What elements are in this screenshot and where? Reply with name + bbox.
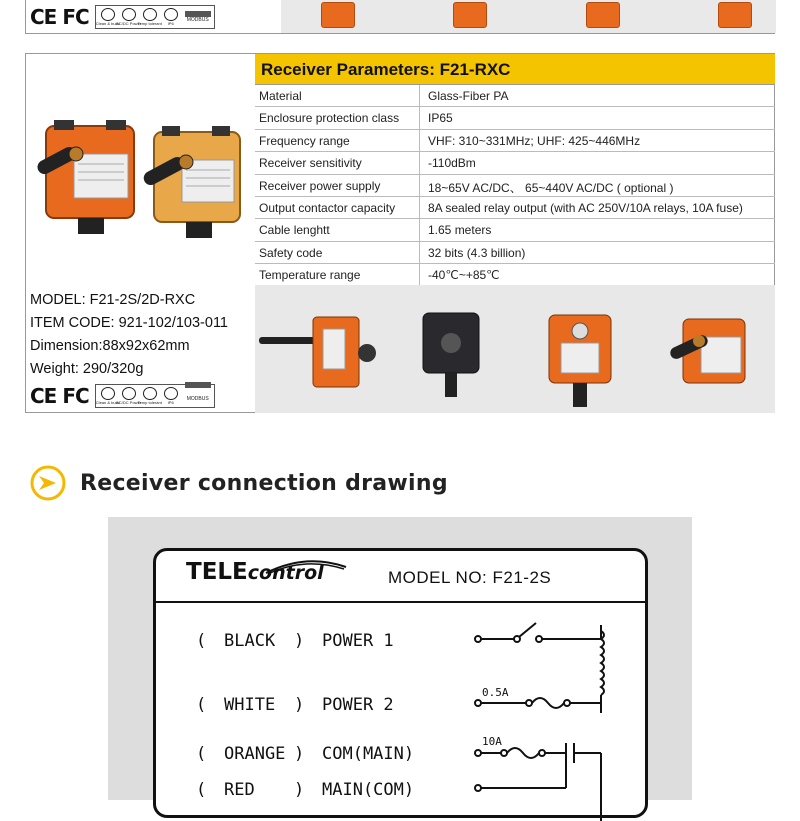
table-row: Frequency range VHF: 310~331MHz; UHF: 425~446MHz [255,130,775,152]
item-code: ITEM CODE: 921-102/103-011 [30,315,228,331]
wire-row: ( BLACK ) POWER 1 [196,631,394,651]
product-thumb [718,2,752,28]
modbus-icon: MODBUS [185,382,211,411]
cert-icons [95,384,215,408]
cert-row-top [30,4,215,30]
model-number: MODEL NO: F21-2S [388,568,552,587]
brand-logo: TELEcontrol [186,559,324,585]
section-title: Receiver connection drawing [80,470,448,496]
table-row: Material Glass-Fiber PA [255,85,775,107]
temp-icon: Temp tolerant [141,8,159,26]
clean-icon: Clean & build [99,8,117,26]
power-icon: AC/DC Power [120,387,138,405]
table-row: Receiver sensitivity -110dBm [255,152,775,174]
wire-row: ( ORANGE ) COM(MAIN) [196,744,415,764]
ce-mark: CE [30,5,57,29]
connection-heading [30,463,448,503]
temp-icon: Temp tolerant [141,387,159,405]
cert-row-bottom [30,383,215,409]
fuse-label: 10A [482,735,502,748]
table-row: Safety code 32 bits (4.3 billion) [255,242,775,264]
wiring-schematic [156,551,651,821]
cert-icons [95,5,215,29]
fc-mark: FC [62,383,89,408]
wire-row: ( WHITE ) POWER 2 [196,695,394,715]
dimension: Dimension:88x92x62mm [30,338,190,354]
model-name: MODEL: F21-2S/2D-RXC [30,292,196,308]
top-cert-strip [25,0,775,34]
top-photo-strip [281,0,776,33]
chevron-right-icon [30,465,66,501]
ip-icon: IP6 [162,387,180,405]
fuse-label: 0.5A [482,686,509,699]
photo-back-view [385,285,515,413]
receiver-section [25,53,775,413]
clean-icon: Clean & build [99,387,117,405]
photo-angle-view [645,285,775,413]
product-thumb [453,2,487,28]
receiver-photo-strip [255,285,775,413]
product-thumb [586,2,620,28]
table-row: Output contactor capacity 8A sealed relay output (with AC 250V/10A relays, 10A fuse) [255,197,775,219]
receiver-product-photo [26,54,254,284]
ip-icon: IP6 [162,8,180,26]
table-row: Temperature range -40℃~+85℃ [255,264,775,286]
receiver-illustration [26,54,254,284]
model-info [26,285,254,413]
power-icon: AC/DC Power [120,8,138,26]
wiring-label-panel [153,548,648,818]
photo-front-view [515,285,645,413]
wire-row: ( RED ) MAIN(COM) [196,780,415,800]
product-thumb [321,2,355,28]
modbus-icon: MODBUS [185,11,211,23]
params-title: Receiver Parameters: F21-RXC [255,54,775,85]
table-row: Cable lenghtt 1.65 meters [255,219,775,241]
photo-side-view [255,285,385,413]
weight: Weight: 290/320g [30,361,144,377]
receiver-params-table [255,54,775,287]
fc-mark: FC [62,5,89,29]
table-row: Enclosure protection class IP65 [255,107,775,129]
table-row: Receiver power supply 18~65V AC/DC、 65~440V AC/DC ( optional ) [255,175,775,197]
ce-mark: CE [30,383,57,408]
